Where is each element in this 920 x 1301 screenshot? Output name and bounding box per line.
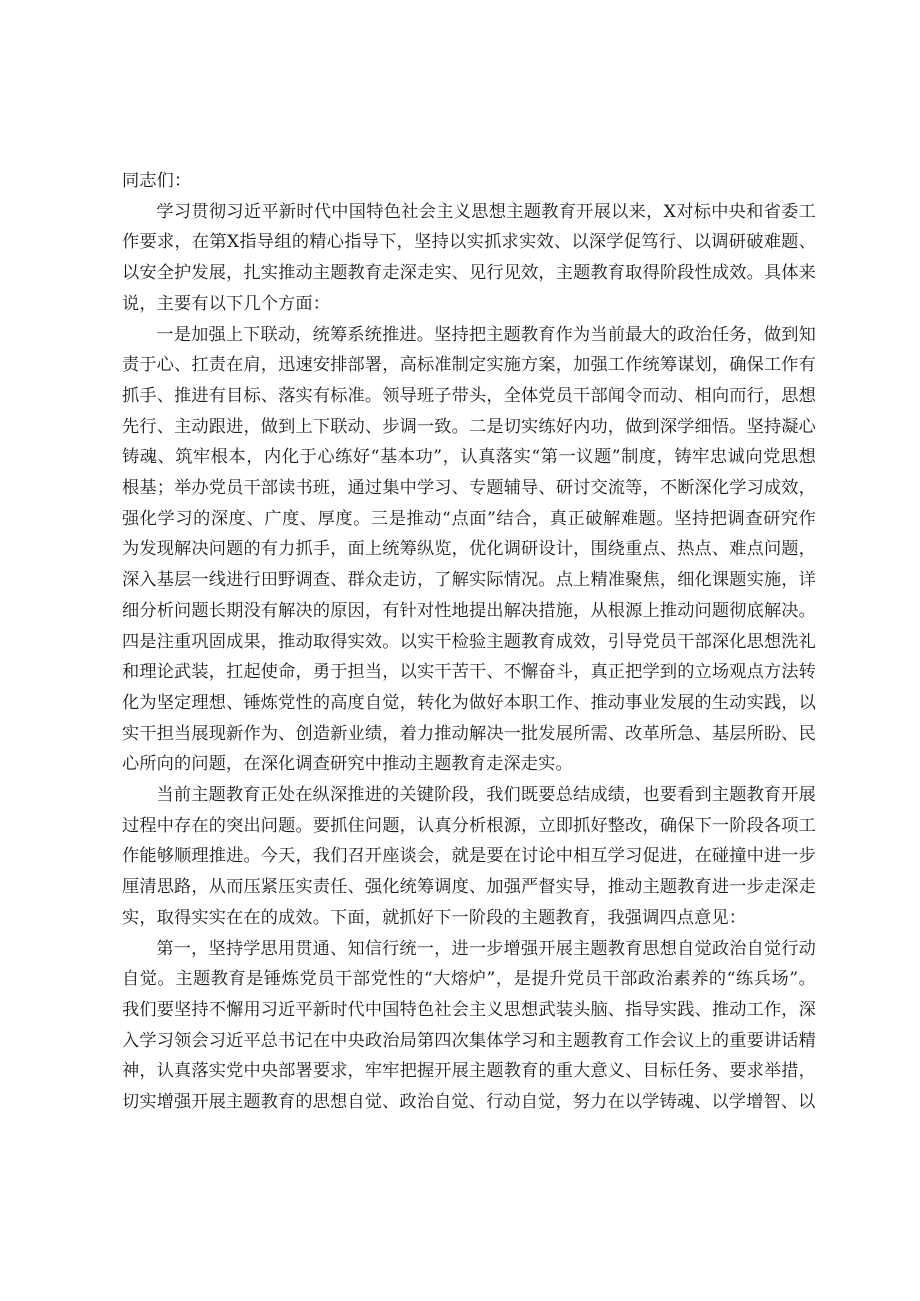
- paragraph-point-one: 第一，坚持学思用贯通、知信行统一，进一步增强开展主题教育思想自觉政治自觉行动自觉。主题教育是锤炼党员干部党性的“大熔炉”，是提升党员干部政治素养的“练兵场”。我们要坚持不懈用习近平新时代中国特色社会主义思想武装头脑、指导实践、推动工作，深入学习领会习近平总书记在中央政治局第四次集体学习和主题教育工作会议上的重要讲话精神，认真落实党中央部署要求，牢牢把握开展主题教育的重大意义、目标任务、要求举措，切实增强开展主题教育的思想自觉、政治自觉、行动自觉，努力在以学铸魂、以学增智、以: [122, 938, 816, 1113]
- salutation: 同志们：: [122, 171, 192, 191]
- document-body: [122, 166, 816, 1118]
- paragraph-intro: 学习贯彻习近平新时代中国特色社会主义思想主题教育开展以来，X对标中央和省委工作要求，在第X指导组的精心指导下，坚持以实抓求实效、以深学促笃行、以调研破难题、以安全护发展，扎实推动主题教育走深走实、见行见效，主题教育取得阶段性成效。具体来说，主要有以下几个方面：: [122, 201, 816, 314]
- paragraph-current-stage: 当前主题教育正处在纵深推进的关键阶段，我们既要总结成绩，也要看到主题教育开展过程中存在的突出问题。要抓住问题，认真分析根源，立即抓好整改，确保下一阶段各项工作能够顺理推进。今天，我们召开座谈会，就是要在讨论中相互学习促进，在碰撞中进一步厘清思路，从而压紧压实责任、强化统筹调度、加强严督实导，推动主题教育进一步走深走实，取得实实在在的成效。下面，就抓好下一阶段的主题教育，我强调四点意见：: [122, 785, 816, 928]
- paragraph-achievements: 一是加强上下联动，统筹系统推进。坚持把主题教育作为当前最大的政治任务，做到知责于心、扛责在肩，迅速安排部署，高标准制定实施方案，加强工作统筹谋划，确保工作有抓手、推进有目标、落实有标准。领导班子带头，全体党员干部闻令而动、相向而行，思想先行、主动跟进，做到上下联动、步调一致。二是切实练好内功，做到深学细悟。坚持凝心铸魂、筑牢根本，内化于心练好“基本功”，认真落实“第一议题”制度，铸牢忠诚向党思想根基；举办党员干部读书班，通过集中学习、专题辅导、研讨交流等，不断深化学习成效，强化学习的深度、广度、厚度。三是推动“点面”结合，真正破解难题。坚持把调查研究作为发现解决问题的有力抓手，面上统筹纵览，优化调研设计，围绕重点、热点、难点问题，深入基层一线进行田野调查、群众走访，了解实际情况。点上精准聚焦，细化课题实施，详细分析问题长期没有解决的原因，有针对性地提出解决措施，从根源上推动问题彻底解决。四是注重巩固成果，推动取得实效。以实干检验主题教育成效，引导党员干部深化思想洗礼和理论武装，扛起使命，勇于担当，以实干苦干、不懈奋斗，真正把学到的立场观点方法转化为坚定理想、锤炼党性的高度自觉，转化为做好本职工作、推动事业发展的生动实践，以实干担当展现新作为、创造新业绩，着力推动解决一批发展所需、改革所急、基层所盼、民心所向的问题，在深化调查研究中推动主题教育走深走实。: [122, 324, 816, 775]
